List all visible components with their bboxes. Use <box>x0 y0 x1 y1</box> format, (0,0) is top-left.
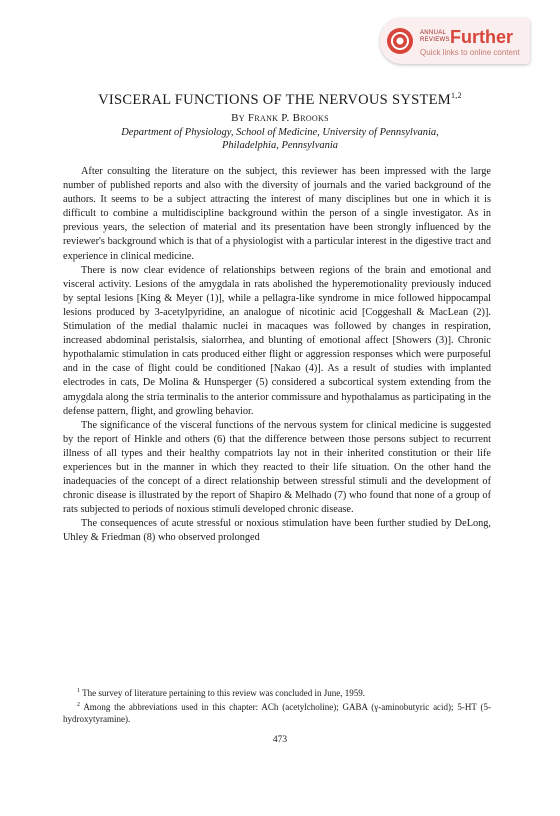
footnote-mark: 2 <box>77 702 80 708</box>
article-author: By Frank P. Brooks <box>231 112 329 124</box>
body-paragraph: After consulting the literature on the subject, this reviewer has been impressed with the large number of published reports and also with the diversity of journals and the varied background of the authors. It seems to be a subject attracting the interest of many disciplines but one in which it is difficult to combine a multidiscipline background within the person of a single investigator. As in previous years, the selection of material and its presentation have been strongly influenced by the reviewer's background which is that of a physiologist with a particular interest in the digestive tract and experience in clinical medicine. <box>63 166 491 262</box>
footnote-mark: 1 <box>77 688 80 694</box>
title-footnote-marks: 1,2 <box>450 91 462 100</box>
body-paragraph: There is now clear evidence of relationships between regions of the brain and emotional and visceral activity. Lesions of the amygdala in rats abolished the hyperemotionality previously induced by septal lesions [King & Meyer (1)], while a pellagra-like syndrome in mice followed hippocampal lesions produced by 3-acetylpyridine, an analogue of nicotinic acid [Coggeshall & MacLean (2)]. Stimulation of the medial thalamic nuclei in macaques was followed by changes in respiration, increased abdominal peristalsis, sialorrhea, and blunting of emotional affect [Showers (3)]. Chronic hypothalamic stimulation in cats produced either flight or aggression responses which were purposeful and in the case of flight could be conditioned [Nakao (4)]. As a result of studies with implanted electrodes in cats, De Molina & Hunsperger (5) considered a subcortical system extending from the amygdala along the stria terminalis to the anterior commissure and hypothalamus as participating in the defense pattern, flight, and growling behavior. <box>63 264 491 417</box>
badge-brand-line1: ANNUAL <box>420 30 447 36</box>
footnote-1 <box>63 685 491 699</box>
article-title <box>0 91 560 109</box>
badge-brand-line2: REVIEWS <box>420 37 450 43</box>
footnote-text: Among the abbreviations used in this chapter: ACh (acetylcholine); GABA (γ-aminobutyric acid); 5-HT (5-hydroxytyramine). <box>63 702 491 724</box>
badge-brand-text <box>420 30 450 44</box>
article-title-text: VISCERAL FUNCTIONS OF THE NERVOUS SYSTEM <box>98 91 451 108</box>
page-number: 473 <box>272 735 288 745</box>
footnotes <box>63 685 491 725</box>
badge-further-label: Further <box>450 27 513 47</box>
footnote-2 <box>63 699 491 725</box>
article-affiliation <box>0 126 560 152</box>
annual-reviews-further-badge[interactable] <box>380 18 530 64</box>
affiliation-line-1: Department of Physiology, School of Medicine, University of Pennsylvania, <box>121 127 439 138</box>
badge-subtitle: Quick links to online content <box>420 48 520 57</box>
footnote-text: The survey of literature pertaining to this review was concluded in June, 1959. <box>82 688 366 698</box>
body-paragraph: The significance of the visceral functions of the nervous system for clinical medicine is suggested by the report of Hinkle and others (6) that the difference between those persons subject to recurrent illness of all types and their healthy compatriots lay not in their inherited constitution or their life experiences but in the manner in which they reacted to their life situation. On the other hand the inadequacies of the concept of a direct relationship between stressful stimuli and the development of chronic disease is illustrated by the report of Shapiro & Melhado (7) who found that none of a group of rats subjected to periods of noxious stimuli developed chronic disease. <box>63 419 491 516</box>
body-paragraph: The consequences of acute stressful or noxious stimulation have been further studied by DeLong, Uhley & Friedman (8) who observed prolonged <box>63 518 491 544</box>
annual-reviews-logo-icon <box>387 28 413 54</box>
affiliation-line-2: Philadelphia, Pennsylvania <box>221 140 339 151</box>
article-body <box>63 165 491 546</box>
